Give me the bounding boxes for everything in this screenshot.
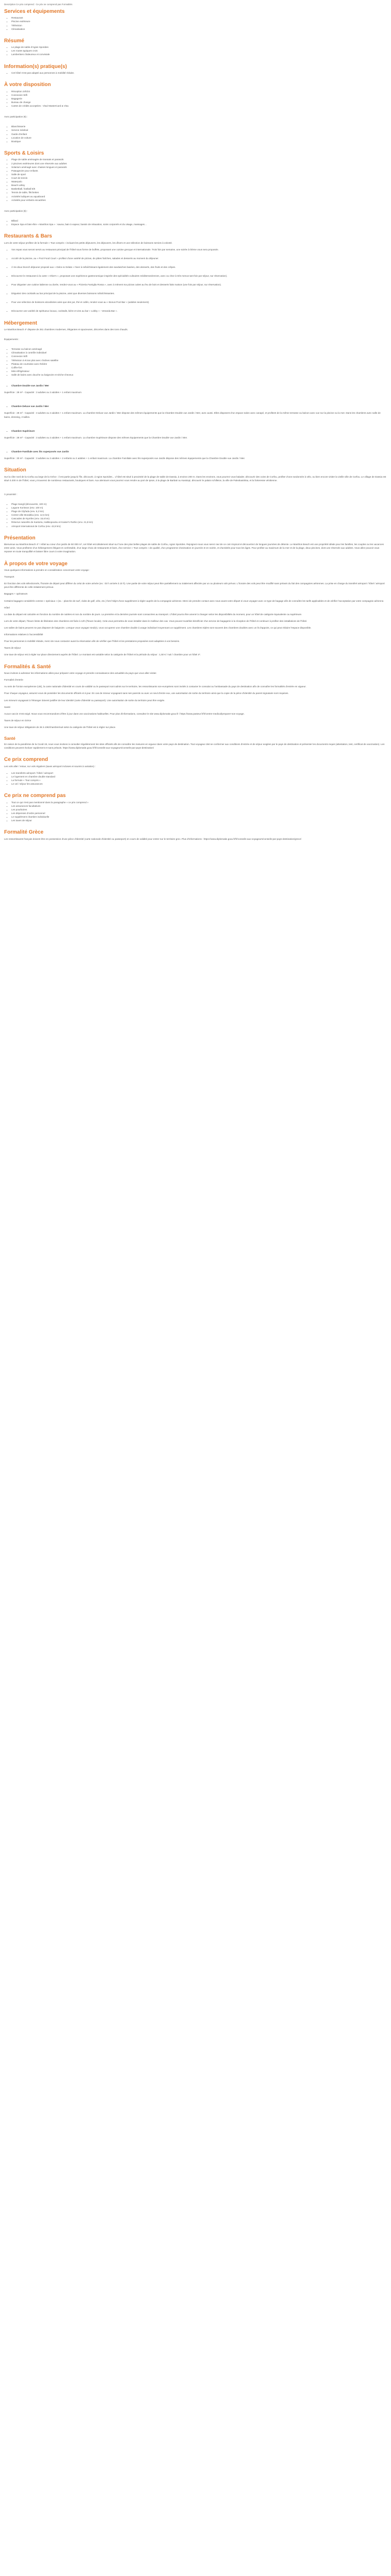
avec-participation-label-2: Avec participation (€) : (4, 209, 28, 212)
pas-list (4, 801, 387, 823)
restos-title: Restaurants & Bars (4, 233, 52, 240)
room-desc: Superficie : 28 m² - Capacité : 3 adultes ou 2 adultes + 1 enfant maximum. La chambre Deluxe vue Jardin / Mer dispose des mêmes équipements que la Chambre Double vue Jardin / Mer, avec aussi. Elles disposent d'un espace salon avec canapé, et profitent de la même terrasse ou balcon avec vue sur la piscine ou la mer. Dans les chambres avec salle de bains, dressing, 2 tailles. (4, 412, 381, 418)
services-list (4, 16, 387, 30)
situation-section (4, 467, 387, 528)
list-item: ▪ 2 piscines extérieures dont une réservée aux adultes (11, 162, 387, 165)
list-item: ▪ Salle de bains avec douche ou baignoire et sèche-cheveux (11, 373, 387, 377)
covid-text: En raison de la pandémie de la Covid-19, nous vous invitons à consulter régulièrement les sites officiels afin de connaître les mesures en vigueur dans votre pays de destination. Tout voyageur doit se conformer aux conditions d'entrée et de séjour exigées par le pays de destination et présenter les documents requis (attestation, test, certificat de vaccination). Les conditions peuvent évoluer rapidement et sans préavis. https://www.diplomatie.gouv.fr/fr/conseils-aux-voyageurs/conseils-par-pays-destination/ (4, 743, 385, 750)
comprend-section (4, 757, 387, 786)
propos-para: Certains bagages considérés comme « spéciaux » (ex. : planche de surf, clubs de golf, vélo, etc.) font l'objet d'une supplément à régler auprès de la compagnie aérienne. Merci de prendre contact avec nous avant votre départ si vous voyagez avec ce type de bagage afin de connaître les tarifs applicables et de vérifier l'acceptation par votre compagnie aérienne. (4, 599, 384, 602)
formalite-grece-title: Formalité Grèce (4, 829, 44, 836)
list-item: ▪ Garde d'enfant (11, 132, 387, 136)
list-item: ▪ Connexion Wifi (11, 354, 387, 358)
list-item: ▪ Connexion Wifi (11, 93, 387, 97)
room-name: ▪ Chambre Deluxe vue Jardin / Mer (11, 404, 387, 408)
room-name: ▪ Chambre Supérieure (11, 429, 387, 433)
list-item: ▪ Basketball, football 5/5 (11, 187, 387, 191)
list-item: ▪ Cet hôtel n'est pas adapté aux personnes à mobilité réduite. (11, 71, 387, 75)
dispo-section (4, 82, 387, 143)
list-item: ▪ Vos repas vous seront servis au restaurant principal de l'hôtel sous forme de buffets, proposant une cuisine grecque et internationale. Trois fois par semaine, une soirée à thème vous sera proposée. (11, 248, 387, 251)
sports-list (4, 158, 387, 201)
propos-para: Lors de votre départ, l'heure limite de libération des chambres est fixée à 12h (l'heure locale). Cela vous permettra de vous installer dans le meilleur des cas. Vous pouvez toutefois bénéficier d'un service de bagagerie à la réception de l'hôtel et continuer à profiter des installations de l'hôtel. (4, 619, 307, 622)
situation-title: Situation (4, 467, 26, 473)
restos-lead: Lors de votre séjour profitez de la formule « Tout compris » incluant les petits déjeuners, les déjeuners, les dîners et une sélection de boissons servies à volonté. (4, 241, 173, 244)
list-item: ▪ Service médical (11, 128, 387, 132)
propos-para: Taxes de séjour (4, 647, 21, 650)
list-item: ▪ Lagune Korisson (env. 100 m) (11, 506, 387, 510)
formalites-sante-title: Formalités & Santé (4, 664, 51, 670)
presentation-section (4, 535, 387, 554)
list-item: ▪ Coffre-fort (11, 366, 387, 369)
list-item: ▪ Bureau de change (11, 100, 387, 104)
presentation-title: Présentation (4, 535, 36, 541)
hebergement-title: Hébergement (4, 320, 37, 326)
hebergement-lead: Le Manthos Beach 4* dispose de 261 chambres modernes, élégantes et spacieuses, décorées dans des tons chauds. (4, 328, 128, 331)
info-section (4, 64, 387, 75)
page (0, 0, 391, 853)
comprend-title: Ce prix comprend (4, 757, 48, 763)
sante-para: Nous invitons à adresser les informations utiles pour préparer votre voyage et prendre connaissance des actualités du pays que vous allez visiter. (4, 672, 157, 675)
intro-text: Description Ce prix comprend : Ce prix ne comprend pas Formalités (4, 3, 73, 6)
list-item: ▪ Activités pour enfants encadrées (11, 198, 387, 202)
list-item: ▪ Location de voiture (11, 136, 387, 140)
avec-participation-list-2 (4, 219, 387, 226)
list-item: ▪ Salle de sport (11, 173, 387, 176)
propos-para: Informations relatives à l'accessibilité (4, 633, 43, 636)
sante-para: Les mineurs voyageant à l'étranger doivent justifier de leur identité (carte d'identité ou passeport). Une autorisation de sortie du territoire peut être exigée. (4, 699, 165, 702)
sante-para: Aucun vaccin n'est exigé. Nous vous recommandons d'être à jour dans vos vaccinations habituelles. Pour plus d'informations, consultez le site www.diplomatie.gouv.fr / https://www.pasteur.fr/fr/centre-medical/preparer-son-voyage. (4, 712, 245, 715)
room-desc: Superficie : 33 m² - Capacité : 3 adultes ou 2 adultes + 2 enfants ou 2 adultes + 1 enfant maximum. La chambre Familiale avec lits superposés vue Jardin dispose des mêmes équipements que la Chambre Double vue Jardin / Mer. (4, 457, 246, 460)
list-item: ▪ Plage de sable aménagée de transats et parasols (11, 158, 387, 161)
list-item: ▪ Bagagerie (11, 97, 387, 100)
info-title: Information(s) pratique(s) (4, 63, 67, 70)
list-item: ▪ Pour une sélection de boissons alcoolisées ainsi que des jus, thé et cafés, rendez-vous au « Bonus Pool Bar » (adultes seulement). (11, 300, 387, 304)
avec-participation-label: Avec participation (€) : (4, 115, 28, 118)
list-item: ▪ Plage de Glyfada (env. 5,2 km) (11, 510, 387, 513)
propos-lead: Vous quelques informations à prendre en considération concernant votre voyage : (4, 569, 90, 572)
room-desc: Superficie : 28 m² - Capacité : 3 adultes ou 2 adultes + 1 enfant maximum (4, 391, 82, 394)
list-item: ▪ Beach-volley (11, 183, 387, 187)
propos-para: La date du départ est calculée en fonction du nombre de nuitées et non du nombre de jours. La première et la dernière journée sont consacrées au transport. L'hôtel pourra être amené à changer selon les disponibilités du moment, pour un hôtel de catégorie équivalente ou supérieure. (4, 613, 302, 616)
list-item: ▪ Dégustez des cocktails au bar principal de la piscine, ainsi que diverses boissons rafraîchissantes. (11, 292, 387, 295)
list-item: ▪ Aéroport international de Corfou (env. 42,8 km) (11, 524, 387, 528)
list-item: ▪ Le supplément chambre individuelle (11, 815, 387, 819)
list-item: ▪ Blanchisserie (11, 125, 387, 128)
sports-title: Sports & Loisirs (4, 150, 44, 156)
equip-list (4, 347, 387, 377)
list-item: ▪ Piscine extérieure (11, 20, 387, 23)
list-item: ▪ Les transferts aéroport / hôtel / aéroport (11, 771, 387, 775)
list-item: ▪ Réserve naturelle de Kastoria, Halikiopoulou et Kaiser's Ruthio (env. 21,5 km) (11, 520, 387, 524)
avec-participation-list (4, 125, 387, 143)
room-name: ▪ Chambre Double vue Jardin / Mer (11, 384, 387, 387)
list-item: ▪ Les dépenses d'ordre personnel (11, 811, 387, 815)
list-item: ▪ Espace Spa et bien-être « Manthos Spa » : sauna, bain à vapeur, bassin de relaxation, soins corporels et du visage, massages... (11, 223, 387, 226)
covid-title: Santé (4, 736, 15, 741)
resume-title: Résumé (4, 38, 24, 44)
list-item: ▪ Centre-ville Moraitika (env. 12,5 km) (11, 513, 387, 517)
formalites-sante-section (4, 664, 387, 729)
propos-para: En fonction des vols sélectionnés, l'horaire de départ peut différer du celui de votre arrivée (ex : 03 h arrivée à 10 h). Une partie de votre séjour peut être partiellement ou totalement affectée par un ou plusieurs vols prévus. L'horaire des vols peut être modifié sans préavis du fait des compagnies aériennes. La prise en charge du transfert aéroport / hôtel / aéroport peut être différente de celle initialement prévue. (4, 582, 385, 589)
pas-section (4, 793, 387, 822)
sante-para: Au sein de l'Union européenne (UE), la carte nationale d'identité en cours de validité ou le passeport sont admis sur le territoire, les ressortissants non-européens sont invités à contacter le consulat ou l'ambassade du pays de destination afin de connaître les formalités d'entrée en vigueur. (4, 685, 306, 688)
restos-section (4, 233, 387, 313)
list-item: ▪ Mini-réfrigérateur (11, 369, 387, 373)
hebergement-section (4, 320, 387, 461)
room-desc: Superficie : 28 m² - Capacité : 3 adultes ou 2 adultes + 1 enfant maximum. La chambre Supérieure dispose des mêmes équipements que la Chambre Double vue Jardin / Mer. (4, 436, 188, 439)
room-name: ▪ Chambre Familiale avec lits superposés vue Jardin (11, 450, 387, 453)
list-item: ▪ Le plage de sable d'Agios Sporides (11, 45, 387, 49)
equip-title: Équipements : (4, 338, 20, 341)
propos-title: À propos de votre voyage (4, 561, 68, 567)
situation-text: Sur la côte nord de la Corfou au large de la Grèce : il est partie jusqu'à l'île, découvrir, à Agios Sporides... L'hôtel est situé à proximité de la plage de sable de Dassia, à environ 200 m. Dans les environs, vous pourrez vous balader, découvrir des coins de Corfou, profiter d'une randonnée à vélo, ou bien encore visiter la vieille ville de Corfou. Le village de Dassia est situé à 200 m de l'hôtel, vous y trouverez de nombreux restaurants, boutiques et bars. Aux alentours vous pourrez vous rendre au port de Ipsos, à la plage de Barbati ou Kassiopi, découvrir le palais Achilleion, la ville de Paleokastritsa, et la forteresse vénitienne. (4, 475, 386, 482)
list-item: ▪ À tre-doux brunch déjeuner proposé aux « Dolce & Gelato » hiver à rafraîchissant également des sandwiches basées, des desserts, des fruits et des crêpes. (11, 265, 387, 269)
formalite-grece-text: Les ressortissants français doivent être en possession d'une pièce d'identité (carte nationale d'identité ou passeport) en cours de validité pour entrer sur le territoire grec. Plus d'informations : https://www.diplomatie.gouv.fr/fr/conseils-aux-voyageurs/conseils-par-pays-destination/grece/ (4, 837, 302, 840)
list-item: ▪ Waterpolo (11, 180, 387, 183)
sante-para: Santé (4, 705, 11, 708)
dispo-list (4, 90, 387, 108)
covid-section (4, 736, 387, 750)
resume-section (4, 38, 387, 57)
list-item: ▪ Climatisation à contrôle individuel (11, 351, 387, 354)
list-item: ▪ Terrasse ou balcon aménagé (11, 347, 387, 351)
list-item: ▪ Activités ludiques au aquaboard (11, 195, 387, 198)
propos-para: Une taxe de séjour est à régler sur place directement auprès de l'hôtel. Le montant est variable selon la catégorie de l'hôtel et la période du séjour : 1,50 € / nuit / chambre pour un hôtel 4*. (4, 653, 201, 656)
presentation-text: Bienvenue au Manthos Beach 4* ! Hôtel au cœur d'un jardin de 50 000 m², cet hôtel est idéalement situé sur l'une des plus belles plages de sable de Corfou, Agios Sporides. Rejoignez-nous vous serez ravi de ce coin tropical et découvrirez de longues journées de détente. Le Manthos Beach est une propriété idéale pour les familles, les couples ou les vacances entre amis. Vous profiterez d'un hébergement élégant et confortable, d'un large choix de restaurants et bars, d'un service « Tout compris » de qualité, d'un programme d'animation en journée et en soirée, et d'activités pour tous les âges. Pour profiter au maximum de la mer et de la plage, deux piscines, dont une réservée aux adultes. Vous allez pouvoir vous reposer en toute tranquillité et laisser libre cours à votre imagination. (4, 543, 384, 553)
propos-section (4, 561, 387, 657)
list-item: ▪ Les taxes de séjour (11, 819, 387, 822)
list-item: ▪ Plateau de courtoisie avec théière (11, 362, 387, 366)
list-item: ▪ Télévision à écran plat avec chaînes satellite (11, 359, 387, 362)
sante-para: Formalité d'entrée (4, 679, 23, 682)
formalite-grece-section (4, 829, 387, 841)
list-item: ▪ Réception 24h/24 (11, 90, 387, 93)
list-item: ▪ Découvrez une variété de spiritueux locaux, cocktails, bière et vins au bar « Lobby » - Veranda Bar ». (11, 309, 387, 313)
resume-list (4, 45, 387, 56)
list-item: ▪ Cartes de crédits acceptées : Visa/ MasterCard & Visa (11, 104, 387, 108)
list-item: ▪ Plage Sangli (découverte, 100 m) (11, 502, 387, 506)
list-item: ▪ Découvrez le restaurant à la carte « Olive's », proposant une expérience gastronomique inspirée des spécialités culinaires méditerranéennes, avec ou chez à très menus tant fois par séjour, sur réservation). (11, 274, 387, 278)
sante-para: Pour chaque voyageur, assurez-vous de posséder les documents officiels et à jour. En cas de mineur voyageant sans ses parents ou avec un seul d'entre eux, une autorisation de sortie du territoire ainsi que la copie de la pièce d'identité du parent signataire sont requises. (4, 692, 289, 695)
propos-para: Pour les personnes à mobilité réduite, merci de nous contacter avant la réservation afin de vérifier que l'hôtel et les prestations proposées sont adaptées à vos besoins. (4, 640, 180, 643)
proximite-list (4, 502, 387, 528)
pas-title: Ce prix ne comprend pas (4, 793, 66, 799)
list-item: ▪ Court de tennis (11, 176, 387, 180)
propos-para: Bagages + opérateurs (4, 592, 28, 596)
list-item: ▪ Pataugeoire pour enfants (11, 169, 387, 173)
propos-para: Transport (4, 575, 14, 579)
sante-para: Taxes de séjour en Grèce (4, 719, 31, 722)
restos-list (4, 248, 387, 313)
list-item: ▪ Le vol / séjour les assurances (11, 782, 387, 786)
list-item: ▪ Tennis de table, fléchettes (11, 191, 387, 194)
list-item: ▪ Pour déguster une cuisine italienne ou dorée, rendez-vous au « Pizzeria Famiglia Rossa », avec à mènent ma pizzas cuites au feu de bois et desserts faits maison (une fois par séjour, sur réservation). (11, 283, 387, 286)
dispo-title: À votre disposition (4, 82, 51, 88)
sante-para: Une taxe de séjour obligatoire de 2€ à 10€/chambre/nuit selon la catégorie de l'hôtel est à régler sur place. (4, 725, 116, 728)
list-item: ▪ Accolé de la piscine, au « Pool Food Court » profitez d'une variété de pizzas, de pâtes fraîches, salades et desserts au moment du déjeuner. (11, 257, 387, 260)
list-item: ▪ Télévision (11, 24, 387, 27)
list-item: ▪ Le logement en chambre double standard (11, 775, 387, 778)
services-title: Services et équipements (4, 8, 65, 14)
list-item: ▪ Climatisation (11, 27, 387, 31)
sports-section (4, 150, 387, 226)
propos-para: Hôtel (4, 606, 10, 609)
services-section (4, 9, 387, 31)
list-item: ▪ Tout ce qui n'est pas mentionné dans la paragraphe « ce prix comprend » (11, 801, 387, 804)
list-item: ▪ Les pourboires (11, 808, 387, 811)
room-list (4, 384, 387, 387)
proximite-label: À proximité : (4, 493, 18, 496)
list-item: ▪ Restaurant (11, 16, 387, 20)
list-item: ▪ La formule « Tout compris » (11, 778, 387, 782)
comprend-lead: Les vols aller / retour, sur vols réguliers (taxes aéroport incluses et soumis à variation) : (4, 765, 96, 768)
comprend-list (4, 771, 387, 786)
list-item: ▪ Boutique (11, 140, 387, 143)
list-item: ▪ Les assurances facultatives (11, 804, 387, 808)
list-item: ▪ Lambertses chaleureux et conviviale (11, 53, 387, 56)
propos-para: Les salles de bains peuvent ne pas disposer de baignoire. Lorsque vous voyagez seul(e), vous occuperez une chambre double à usage individuel moyennant un supplément. Les chambres triples sont souvent des chambres doubles avec un lit d'appoint, ce qui peut réduire l'espace disponible. (4, 626, 312, 630)
info-list (4, 71, 387, 75)
list-item: ▪ Cascades de Nymfes (env. 15,6 km) (11, 517, 387, 520)
list-item: ▪ Solarium aménagé avec chaises longues et parasols (11, 165, 387, 169)
list-item: ▪ Les routes typiques crois (11, 49, 387, 53)
list-item: ▪ Billard (11, 219, 387, 223)
